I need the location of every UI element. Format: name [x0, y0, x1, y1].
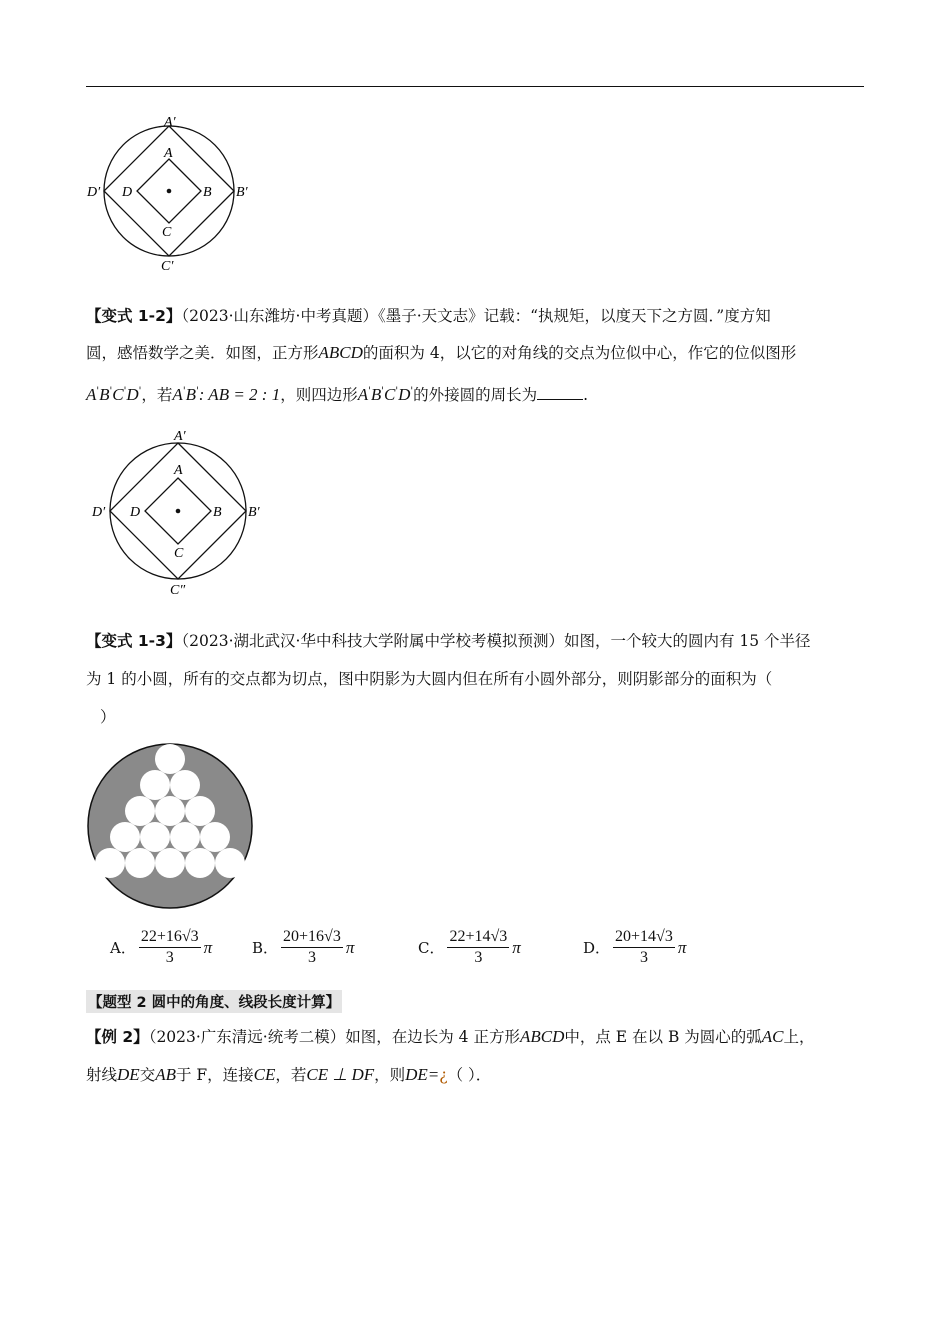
figure-2-squares-circle [86, 424, 276, 602]
fig1-label-C: C [162, 225, 172, 240]
ex2-line2: 射线DE交AB于 F，连接CE，若CE ⊥ DF，则DE=¿（ ）． [86, 1065, 492, 1084]
fig2-label-A: A [174, 463, 183, 478]
fig2-label-D2: D′ [92, 505, 106, 520]
fig1-label-C2: C′ [161, 259, 174, 274]
ex2-line1: 【例 2】（2023·广东清远·统考二模）如图，在边长为 4 正方形ABCD中，点 E 在以 B 为圆心的弧AC上， [86, 1027, 815, 1046]
figure-1-squares-circle [86, 112, 266, 282]
v13-line3: ） [100, 708, 116, 726]
fig2-label-C: C [174, 546, 184, 561]
v13-line2: 为 1 的小圆，所有的交点都为切点，图中阴影为大圆内但在所有小圆外部分，则阴影部分的面积为（ [86, 670, 773, 688]
v13-line1: 【变式 1-3】（2023·湖北武汉·华中科技大学附属中学校考模拟预测）如图，一个较大的圆内有 15 个半径 [86, 632, 811, 650]
option-b[interactable]: B． $\frac{20+16√3}{3}$ π [252, 928, 355, 966]
fig2-label-A2: A′ [174, 429, 186, 444]
v12-line2: 圆，感悟数学之美．如图，正方形ABCD的面积为 4，以它的对角线的交点为位似中心，作它的位似图形 [86, 343, 797, 362]
fig1-label-A: A [164, 146, 173, 161]
fig1-label-A2: A′ [164, 115, 176, 130]
v12-line1: 【变式 1-2】（2023·山东潍坊·中考真题）《墨子·天文志》记载：“执规矩，以度天下之方圆．”度方知 [86, 307, 771, 325]
option-d[interactable]: D． $\frac{20+14√3}{3}$ π [583, 928, 687, 966]
fig1-label-B2: B′ [236, 185, 248, 200]
fig2-label-B: B [213, 505, 222, 520]
fig1-label-D2: D′ [87, 185, 101, 200]
figure-3-fifteen-circles [86, 742, 256, 912]
fig1-label-D: D [122, 185, 133, 200]
fig1-label-B: B [203, 185, 212, 200]
fig2-label-C2: C″ [170, 583, 186, 598]
v12-line3: A'B'C'D'，若A'B': AB = 2 : 1，则四边形A'B'C'D'的外接圆的周长为 . [86, 385, 589, 405]
top-rule [86, 86, 864, 87]
option-c[interactable]: C． $\frac{22+14√3}{3}$ π [418, 928, 521, 966]
answer-blank[interactable] [537, 385, 583, 400]
fig2-label-B2: B′ [248, 505, 260, 520]
section-heading: 【题型 2 圆中的角度、线段长度计算】 [86, 990, 342, 1013]
fig2-label-D: D [130, 505, 141, 520]
option-a[interactable]: A． $\frac{22+16√3}{3}$ π [110, 928, 213, 966]
